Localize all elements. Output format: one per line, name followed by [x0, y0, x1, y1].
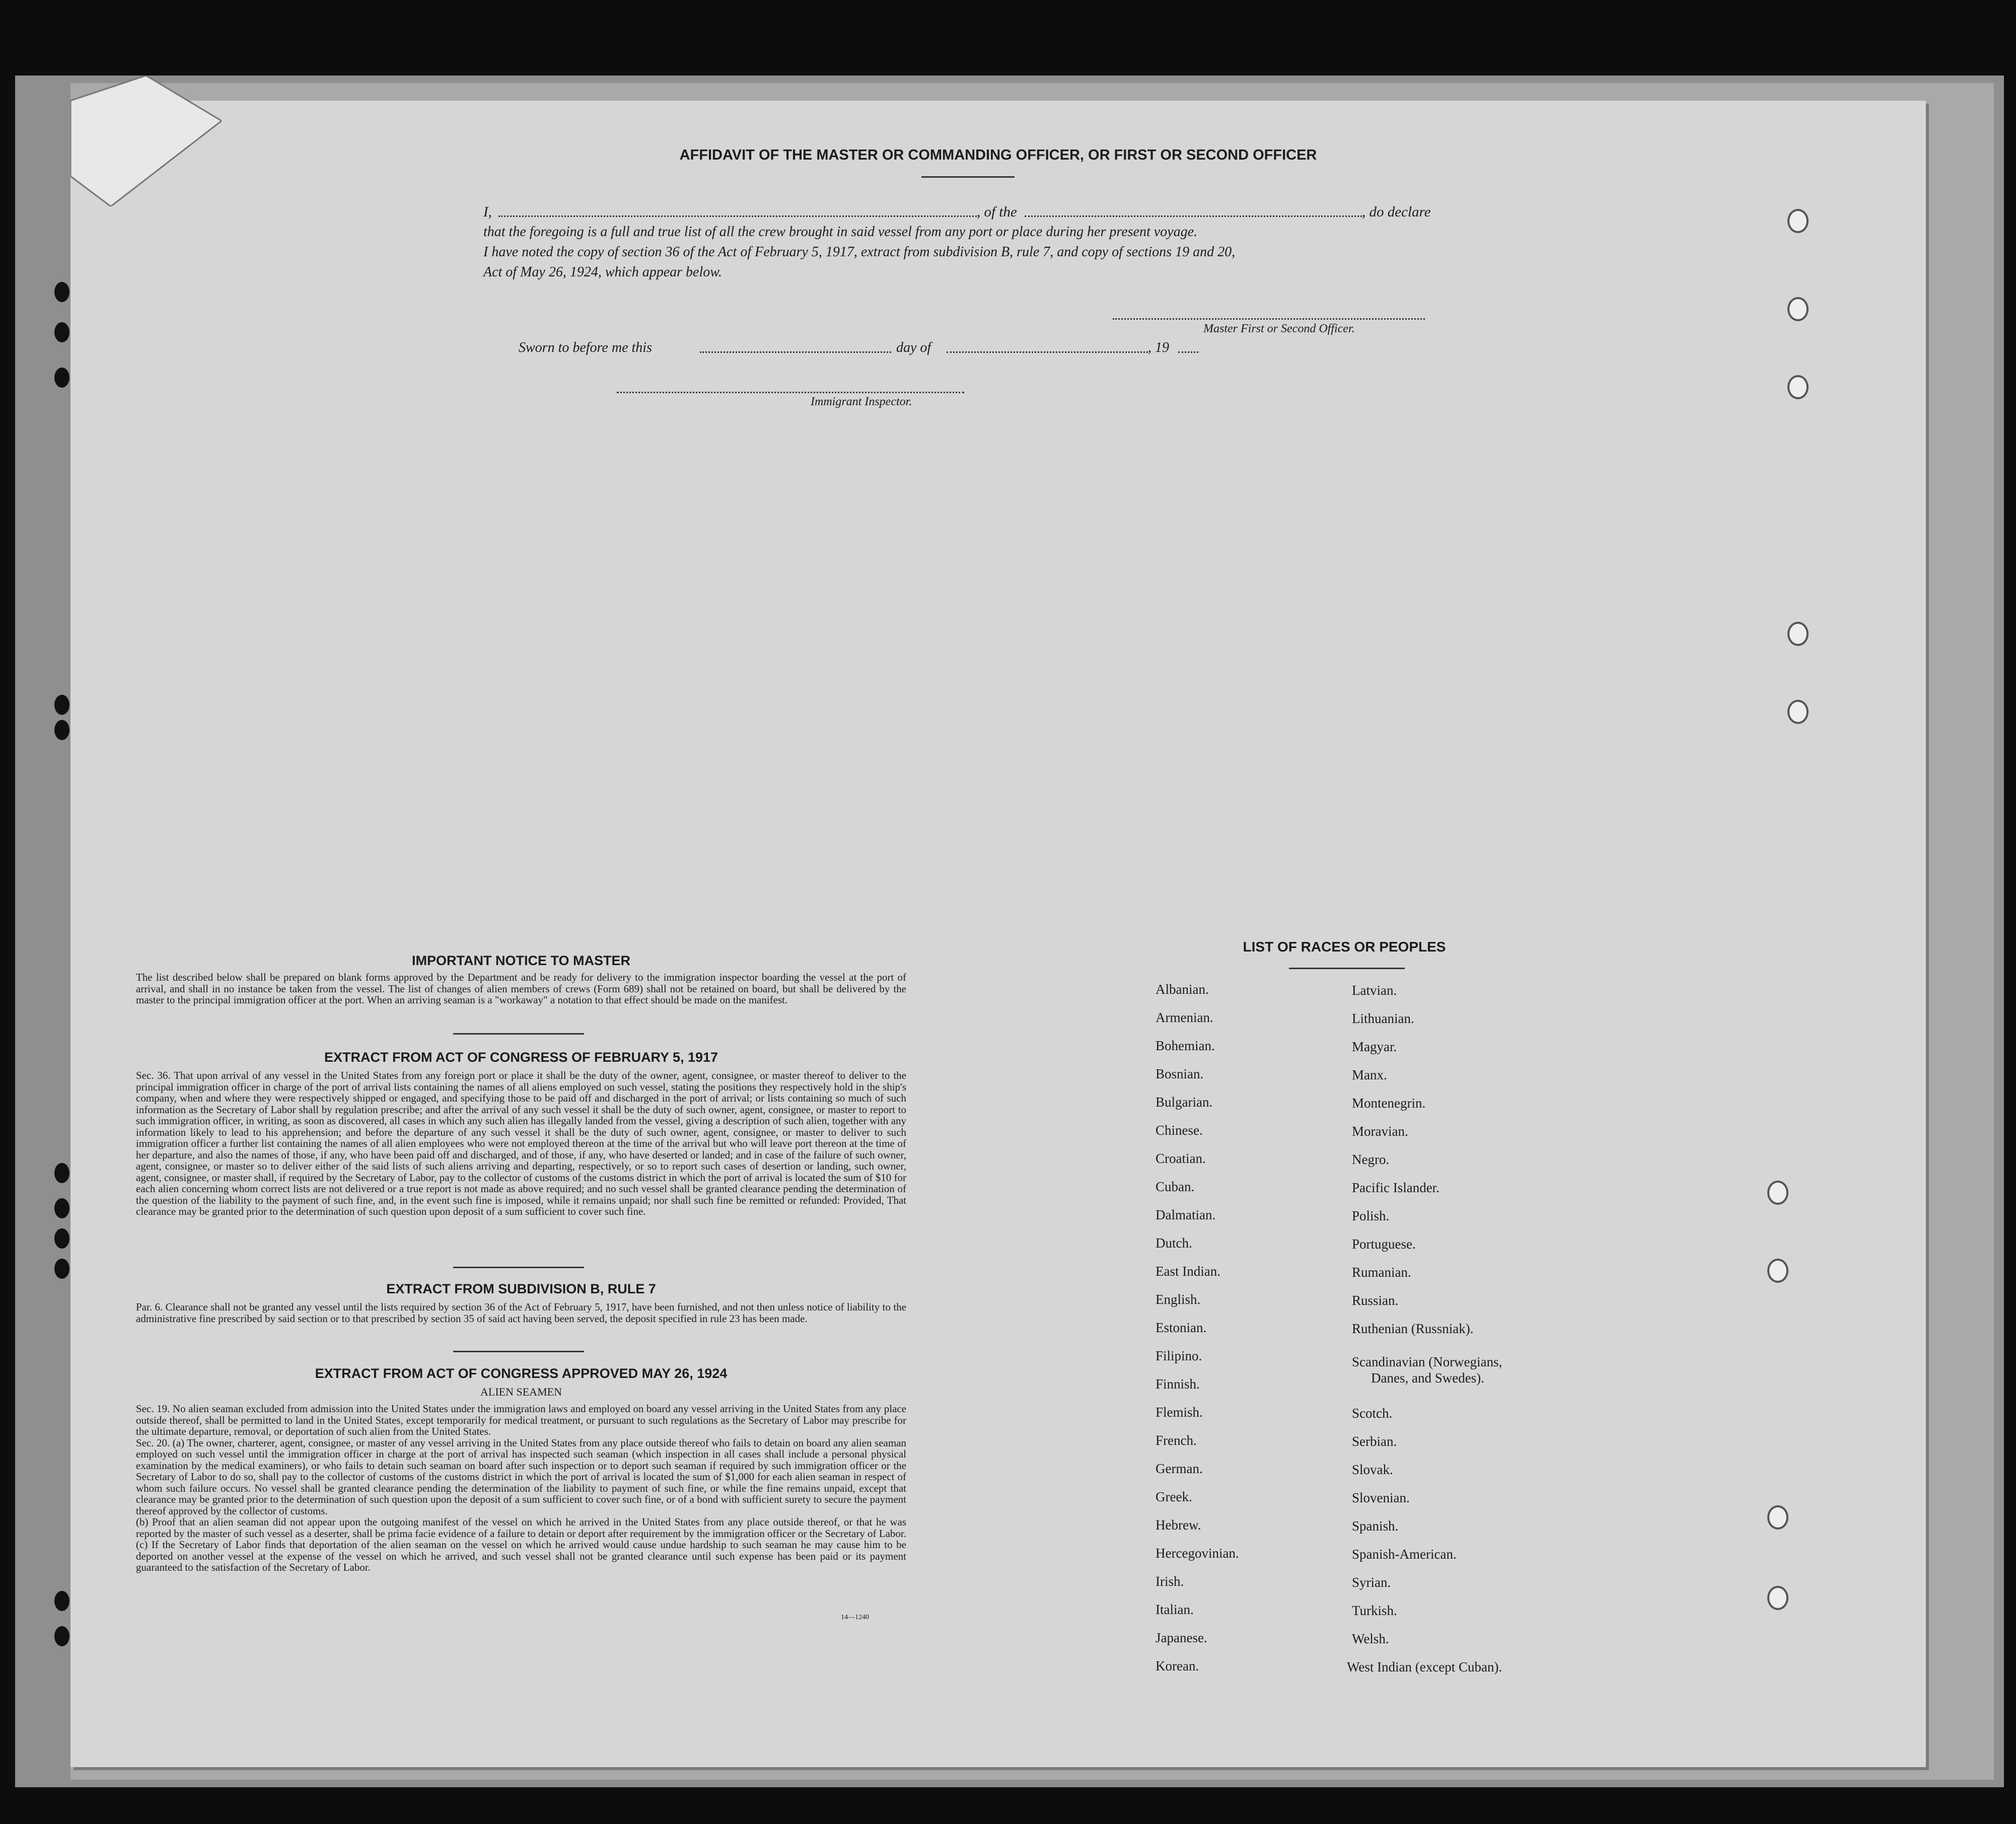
race-item: West Indian (except Cuban).: [1347, 1659, 1502, 1674]
affidavit-line-4: Act of May 26, 1924, which appear below.: [483, 264, 722, 280]
race-item: Albanian.: [1156, 982, 1209, 997]
notice-text-block: [136, 972, 906, 1006]
race-item: French.: [1156, 1433, 1197, 1448]
extract-1917-block: [136, 1070, 906, 1217]
race-item: Latvian.: [1352, 983, 1397, 998]
inspector-label: Immigrant Inspector.: [811, 395, 912, 408]
divider: [453, 1351, 584, 1352]
notice-title: IMPORTANT NOTICE TO MASTER: [412, 953, 630, 968]
race-item: Greek.: [1156, 1489, 1192, 1504]
race-item: Manx.: [1352, 1067, 1387, 1082]
race-item: Slovenian.: [1352, 1490, 1410, 1505]
race-item: Turkish.: [1352, 1603, 1397, 1618]
sec-20b-text: (b) Proof that an alien seaman did not appear upon the outgoing manifest of the vessel on which he arrived in the United States from any place outside thereof, or that he was reported by the master of such vessel as a deserter, shall be prima facie evidence of a failure to detain or deport after requirement by the immigration officer or the Secretary of Labor.: [136, 1516, 906, 1540]
affidavit-line-3: I have noted the copy of section 36 of the Act of February 5, 1917, extract from subdivision B, rule 7, and copy of sections 19 and 20,: [483, 244, 1236, 260]
affidavit-do-declare: , do declare: [1362, 204, 1431, 220]
manifest-page: [70, 101, 1926, 1767]
binder-hole: [54, 322, 69, 342]
race-item: Korean.: [1156, 1658, 1199, 1673]
race-item: English.: [1156, 1292, 1201, 1307]
race-item: Chinese.: [1156, 1123, 1203, 1138]
year-line: [1178, 351, 1198, 353]
race-item: Syrian.: [1352, 1575, 1391, 1590]
race-item: Russian.: [1352, 1293, 1399, 1308]
race-item: Bosnian.: [1156, 1066, 1204, 1081]
year-label: , 19: [1148, 340, 1169, 355]
binder-hole: [54, 1163, 69, 1183]
race-item: Cuban.: [1156, 1179, 1195, 1194]
race-item: Italian.: [1156, 1602, 1194, 1617]
binder-hole: [54, 1259, 69, 1279]
divider: [453, 1033, 584, 1035]
rule-7-title: EXTRACT FROM SUBDIVISION B, RULE 7: [386, 1281, 656, 1296]
day-of-label: day of: [896, 340, 931, 355]
extract-1917-title: EXTRACT FROM ACT OF CONGRESS OF FEBRUARY 5, 1917: [324, 1050, 718, 1065]
sworn-day-line: [700, 351, 891, 353]
race-item: Magyar.: [1352, 1039, 1397, 1054]
form-number: 14—1240: [841, 1614, 869, 1621]
notice-text: The list described below shall be prepared on blank forms approved by the Department and be ready for delivery to the immigration inspector boarding the vessel at the port of arrival, and shall in no instance be taken from the vessel. The list of changes of alien members of crews (Form 689) shall not be retained on board, but shall be delivered by the master to the principal immigration officer at the port. When an arriving seaman is a "workaway" a notation to that effect should be made on the manifest.: [136, 971, 906, 1006]
race-item: Slovak.: [1352, 1462, 1393, 1477]
binder-hole: [54, 282, 69, 302]
punch-hole: [1787, 700, 1809, 724]
binder-hole: [54, 1228, 69, 1249]
divider: [1289, 968, 1405, 969]
races-title: LIST OF RACES OR PEOPLES: [1243, 939, 1446, 955]
name-blank-line: [498, 215, 977, 217]
race-item: Lithuanian.: [1352, 1011, 1414, 1026]
sworn-month-line: [947, 351, 1148, 353]
race-item: Dutch.: [1156, 1235, 1192, 1251]
race-item: Irish.: [1156, 1574, 1184, 1589]
punch-hole: [1787, 297, 1809, 321]
race-item: Estonian.: [1156, 1320, 1207, 1335]
race-item: Japanese.: [1156, 1630, 1207, 1645]
master-signature-label: Master First or Second Officer.: [1203, 322, 1355, 335]
race-item: Armenian.: [1156, 1010, 1213, 1025]
rule-7-block: [136, 1301, 906, 1324]
race-item: Bulgarian.: [1156, 1095, 1213, 1110]
punch-hole: [1767, 1259, 1788, 1283]
race-item: Pacific Islander.: [1352, 1180, 1439, 1195]
master-signature-line: [1113, 318, 1425, 320]
race-item: Rumanian.: [1352, 1265, 1411, 1280]
binder-hole: [54, 1591, 69, 1611]
race-item: Polish.: [1352, 1208, 1390, 1223]
race-item: Bohemian.: [1156, 1038, 1215, 1053]
race-item: Welsh.: [1352, 1631, 1389, 1646]
race-item: Finnish.: [1156, 1376, 1200, 1392]
binder-hole: [54, 695, 69, 715]
sworn-label: Sworn to before me this: [519, 340, 652, 355]
punch-hole: [1767, 1586, 1788, 1610]
race-item: Negro.: [1352, 1152, 1390, 1167]
extract-1917-text: Sec. 36. That upon arrival of any vessel in the United States from any foreign port or place it shall be the duty of the owner, agent, consignee, or master thereof to deliver to the principal immigration officer in charge of the port of arrival lists containing the names of all aliens employed on such vessel, stating the positions they respectively hold in the ship's company, when and where they were respectively shipped or engaged, and specifying those to be paid off and discharged in the port of arrival; or lists containing so much of such information as the Secretary of Labor shall by regulation prescribe; and after the arrival of any such vessel it shall be the duty of such owner, agent, consignee, or master to report to such immigration officer, in writing, as soon as discovered, all cases in which any such alien has illegally landed from the vessel, giving a description of such alien, together with any information likely to lead to his apprehension; and before the departure of any such vessel it shall be the duty of such owner, agent, consignee, or master to deliver to such immigration officer a further list containing the names of all alien employees who were not employed thereon at the time of the arrival but who will leave port thereon at the time of her departure, and also the names of those, if any, who have been paid off and discharged, and of those, if any, who have deserted or landed; and in case of the failure of such owner, agent, consignee, or master so to deliver either of the said lists of such aliens arriving and departing, respectively, or so to report such cases of desertion or landing, such owner, agent, consignee, or master shall, if required by the Secretary of Labor, pay to the collector of customs of the customs district in which the port of arrival is located the sum of $10 for each alien concerning whom correct lists are not delivered or a true report is not made as above required; and no such vessel shall be granted clearance pending the determination of the question of the liability to the payment of such fine, and, in the event such fine is imposed, while it remains unpaid; nor shall such fine be remitted or refunded: Provided, That clearance may be granted prior to the determination of such question upon deposit of a sum sufficient to cover such fine.: [136, 1069, 906, 1217]
binder-hole: [54, 720, 69, 740]
binder-hole: [54, 368, 69, 388]
race-item: Scandinavian (Norwegians,: [1352, 1354, 1502, 1369]
race-item: Moravian.: [1352, 1124, 1408, 1139]
affidavit-i-label: I,: [483, 204, 492, 220]
sec-20c-text: (c) If the Secretary of Labor finds that deportation of the alien seaman on the vessel on which he arrived would cause undue hardship to such seaman he may cause him to be deported on another vessel at the expense of the vessel on which he arrived, and such vessel shall not be granted clearance until such expense has been paid or its payment guaranteed to the satisfaction of the Secretary of Labor.: [136, 1539, 906, 1573]
race-item: Croatian.: [1156, 1151, 1206, 1166]
vessel-blank-line: [1025, 215, 1362, 217]
punch-hole: [1787, 209, 1809, 233]
divider: [921, 176, 1015, 178]
binder-hole: [54, 1626, 69, 1646]
race-item: Filipino.: [1156, 1348, 1202, 1363]
race-item: Flemish.: [1156, 1405, 1203, 1420]
punch-hole: [1787, 375, 1809, 399]
race-item: Hercegovinian.: [1156, 1546, 1239, 1561]
punch-hole: [1767, 1181, 1788, 1205]
folded-corner: [70, 76, 222, 206]
extract-1924-block: [136, 1403, 906, 1573]
race-item: Hebrew.: [1156, 1517, 1201, 1533]
punch-hole: [1767, 1505, 1788, 1529]
affidavit-title: AFFIDAVIT OF THE MASTER OR COMMANDING OFFICER, OR FIRST OR SECOND OFFICER: [679, 147, 1317, 163]
race-item: Dalmatian.: [1156, 1207, 1216, 1222]
punch-hole: [1787, 622, 1809, 646]
race-item: Danes, and Swedes).: [1371, 1370, 1484, 1385]
divider: [453, 1267, 584, 1268]
inspector-signature-line: [617, 392, 964, 393]
race-item: Spanish.: [1352, 1518, 1399, 1534]
race-item: East Indian.: [1156, 1264, 1220, 1279]
race-item: Scotch.: [1352, 1406, 1393, 1421]
race-item: Serbian.: [1352, 1434, 1397, 1449]
affidavit-of-the: , of the: [977, 204, 1017, 220]
extract-1924-title: EXTRACT FROM ACT OF CONGRESS APPROVED MAY 26, 1924: [315, 1366, 728, 1381]
race-item: German.: [1156, 1461, 1203, 1476]
sec-19-text: Sec. 19. No alien seaman excluded from admission into the United States under the immigration laws and employed on board any vessel arriving in the United States from any place outside thereof, shall be permitted to land in the United States, except temporarily for medical treatment, or pursuant to such regulations as the Secretary of Labor may prescribe for the ultimate departure, removal, or deportation of such alien from the United States.: [136, 1403, 906, 1437]
binder-hole: [54, 1198, 69, 1218]
race-item: Spanish-American.: [1352, 1547, 1457, 1562]
race-item: Montenegrin.: [1352, 1096, 1426, 1111]
sec-20a-text: Sec. 20. (a) The owner, charterer, agent, consignee, or master of any vessel arriving in the United States from any place outside thereof who fails to detain on board any alien seaman employed on such vessel until the immigration officer in charge at the port of arrival has inspected such seaman (which inspection in all cases shall include a personal physical examination by the medical examiners), or who fails to detain such seaman on board after such inspection or to deport such seaman if required by such immigration officer or the Secretary of Labor to do so, shall pay to the collector of customs of the customs district in which the port of arrival is located the sum of $1,000 for each alien seaman in respect of whom such failure occurs. No vessel shall be granted clearance pending the determination of the liability to payment of such fine, or while the fine remains unpaid, except that clearance may be granted prior to the determination of such question upon the deposit of a sum sufficient to cover such fine, or of a bond with sufficient surety to secure the payment thereof approved by the collector of customs.: [136, 1436, 906, 1517]
rule-7-text: Par. 6. Clearance shall not be granted any vessel until the lists required by section 36 of the Act of February 5, 1917, have been furnished, and not then unless notice of liability to the administrative fine prescribed by said section or to that prescribed by section 35 of said act having been served, the deposit specified in rule 23 has been made.: [136, 1301, 906, 1325]
alien-seamen-subtitle: ALIEN SEAMEN: [480, 1385, 562, 1398]
race-item: Portuguese.: [1352, 1236, 1416, 1252]
affidavit-line-2: that the foregoing is a full and true list of all the crew brought in said vessel from any port or place during her present voyage.: [483, 224, 1198, 240]
race-item: Ruthenian (Russniak).: [1352, 1321, 1474, 1336]
